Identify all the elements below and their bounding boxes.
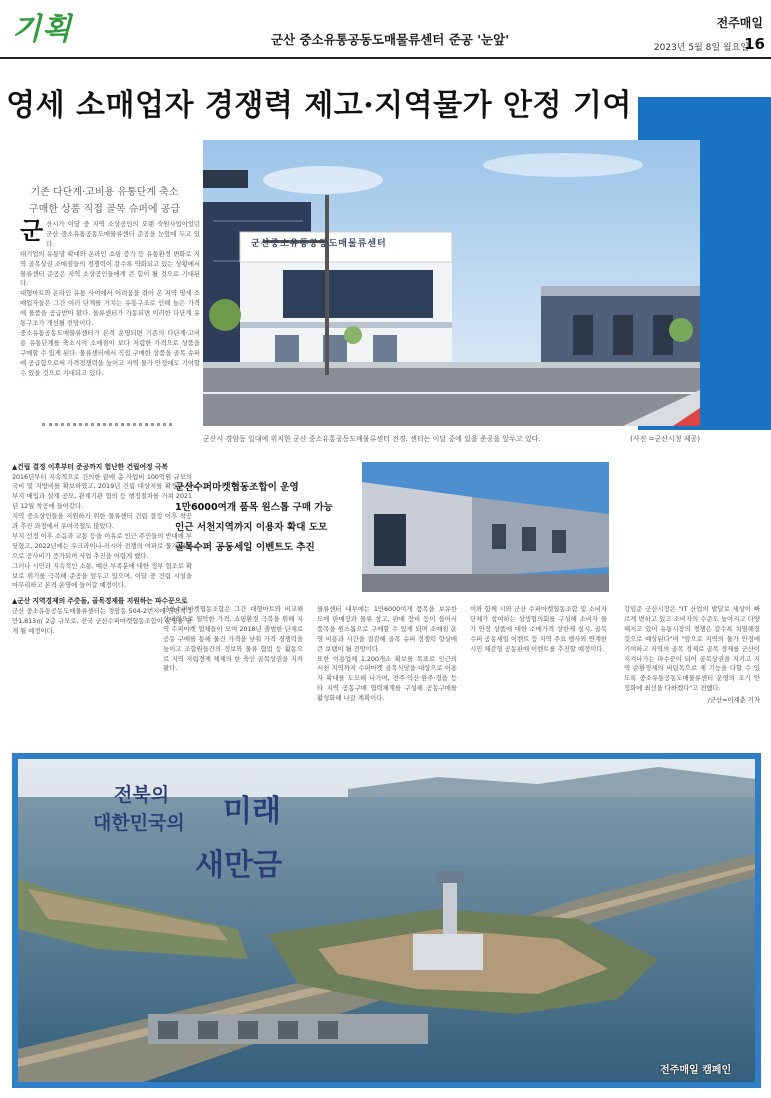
secondary-photo	[362, 462, 609, 592]
sidebar-headline	[175, 478, 355, 558]
body-paragraph: 중소유통공동도매물류센터가 본격 운영되면 기존의 다단계·고비용 유통단계를 축소시켜 소매점이 보다 저렴한 가격으로 상품을 구매할 수 있게 된다. 물류센터에서 직접 구매한 상품을 골목 슈퍼에 공급함으로써 가격경쟁력을 높이고 지역 물가 안정에도 기여할 수 있을 것으로 기대되고 있다.	[20, 328, 200, 377]
body-paragraph: 그러나 시민과 지속적인 소통, 예산 부족분에 대한 정부 협조로 확보로 위기를 극복해 준공을 앞두고 있으며, 이달 중 건립 시설을 마무리하고 본격 운영에 들어갈 예정이다.	[12, 561, 192, 590]
header-rule	[0, 57, 771, 59]
caption-text: 군산시 경암동 일대에 위치한 군산 중소유통공동도매물류센터 전경. 센터는 이달 중에 있을 준공을 앞두고 있다.	[203, 435, 541, 443]
ad-slogan-line2: 대한민국의	[93, 812, 185, 834]
body-paragraph: 대기업의 유통망 확대와 온라인 쇼핑 증가 등 유통환경 변화로 지역 골목상권 소매점들의 경쟁력이 갈수록 약화되고 있는 상황에서 물류센터 준공은 지역 소상공인들에게 큰 힘이 될 것으로 기대된다.	[20, 249, 200, 288]
paper-name: 전주매일	[716, 16, 763, 30]
secondary-photo-illustration	[362, 462, 609, 592]
lead-paragraph	[20, 216, 200, 250]
body-paragraph: 부지 선정 이후 소음과 교통 등을 이유로 인근 주민들의 반대에 부딪혔고, 2022년에는 우크라이나-러시아 전쟁의 여파로 물가 급등으로 공사비가 증가되며 사업 추진을 어렵게 했다.	[12, 531, 192, 560]
article-column-4	[470, 605, 607, 655]
main-photo	[203, 140, 700, 426]
body-paragraph: 군산 중소유통공동도매물류센터는 경암동 504-2번지에 연면적 1만1,813㎡ 2층 규모로, 전국 군산수퍼마켓협동조합이 운영을 맡게 될 예정이다.	[12, 606, 192, 635]
article-column-5	[624, 605, 760, 706]
main-photo-illustration	[203, 140, 700, 426]
article-column-2	[163, 605, 303, 674]
body-paragraph: 지역 중소상인들을 지원하기 위한 물류센터 건립 결정 이후 착공과 추진 과정에서 우여곡절도 많았다.	[12, 512, 192, 531]
article-column-3	[317, 605, 457, 704]
dotted-divider	[42, 423, 172, 426]
sidebar-line: 군산수퍼마켓협동조합이 운영	[175, 482, 299, 493]
section-heading: ▲군산 지역경제의 주춧돌, 골목경제를 지원하는 파수꾼으로	[12, 597, 188, 606]
sidebar-line: 인근 서천지역까지 이용자 확대 도모	[175, 522, 328, 533]
page-number: 16	[744, 35, 765, 53]
ad-slogan-line3: 미래	[223, 794, 281, 829]
ad-signature: 전주매일 캠페인	[660, 1065, 732, 1076]
main-photo-caption	[203, 434, 700, 444]
article-column-1	[12, 463, 192, 745]
section-heading: ▲건립 결정 이후부터 준공까지 험난한 건립여정 극복	[12, 463, 168, 471]
sidebar-line: 골목수퍼 공동세일 이벤트도 추진	[175, 542, 315, 553]
body-paragraph: 대형마트와 온라인 유통 사이에서 어려움을 겪어 온 지역 영세 소매업자들은 그간 여러 단계를 거치는 유통구조로 인해 높은 가격에 물품을 공급받아 왔다. 물류센터가 가동되면 이러한 다단계 유통구조가 개선될 전망이다.	[20, 289, 200, 328]
section-logo: 기획	[12, 12, 72, 47]
sidebar-line: 1만6000여개 품목 원스톱 구매 가능	[175, 502, 333, 513]
lead-paragraph-text: 산시가 이달 중 지역 소상공인의 오랜 숙원사업이었던 군산 중소유통공동도매물류센터 준공을 눈앞에 두고 있다.	[46, 220, 200, 248]
photo-credit: (사진 =군산시청 제공)	[630, 435, 700, 443]
dropcap: 군	[20, 216, 44, 245]
headline: 영세 소매업자 경쟁력 제고·지역물가 안정 기여	[6, 88, 632, 123]
subhead-2: 구매한 상품 직접 골목 슈퍼에 공급	[28, 204, 181, 215]
ad-slogan-line4: 새만금	[195, 848, 282, 883]
header-topic: 군산 중소유통공동도매물류센터 준공 '눈앞'	[270, 32, 510, 47]
issue-date: 2023년 5월 8일 월요일	[653, 43, 749, 53]
body-paragraph: 군산수퍼마켓협동조합은 그간 대형마트와 비교해 상대적으로 열악한 가격, 쇼핑환경 극복을 위해 지역 수퍼마켓 업체들이 모여 2018년 출범한 단체로 공동 구매를 통해 물건 가격을 낮춰 가격 경쟁력을 높이고 조합원들간의 정보와 물류 협업 등 활동으로 지역 자립경제 체제의 한 축인 골목상권을 지켜왔다.	[163, 605, 303, 673]
body-paragraph: 이와 함께 시와 군산 수퍼마켓협동조합 및 소비자단체가 참여하는 상생협의회를 구성해 소비자 물가 안정 상품에 대한 소매가격 상한제 실시, 골목수퍼 공동세일 이벤트 등 지역 주요 행사와 연계한 시민 체감형 공동판매 이벤트를 추진할 예정이다.	[470, 605, 607, 653]
body-paragraph: 강임준 군산시장은 "IT 산업의 발달로 세상이 빠르게 변하고 있고 소비자의 수준도 높아지고 다양해지고 있어 유통시장의 경쟁은 갈수록 치열해질 것으로 예상된다"며 "앞으로 지역의 물가 안정에 기여하고 지역의 골목 경제로 골목 경제를 군산이 지켜나가는 파수꾼이 되어 골목상권을 지키고 지역 순환경제의 버팀목으로 제 기능을 다할 수 있도록 중소유통공동도매물류센터 운영의 조기 안정화에 최선을 다하겠다"고 전했다.	[624, 605, 760, 693]
byline: /군산=이재춘 기자	[707, 696, 760, 705]
body-paragraph: 2016년부터 지속적으로 건의한 끝에 총 사업비 100억원 규모의 국비 및 지방비를 확보하였고, 2019년 건립 대상지를 확정한 후 부지 매입과 설계 공모, 관계기관 협의 등 행정절차를 거쳐 2021년 12월 착공에 들어갔다.	[12, 472, 192, 511]
subhead-1: 기존 다단계·고비용 유통단계 축소	[30, 187, 179, 198]
body-paragraph: 또한 이용업체 1,200개소 확보를 목표로 인근의 서천 지역까지 수퍼마켓 골목식당을 대상으로 이용자 확대를 도모해 나가며, 전주·익산·완주·정읍 등 타 지역 공동구매 협력체계를 구성해 공동구매를 활성화해 나갈 계획이다.	[317, 654, 457, 703]
ad-slogan-line1: 전북의	[114, 784, 170, 806]
lead-column	[20, 216, 200, 379]
building-sign: 군산중소유통공동도매물류센터	[251, 239, 387, 249]
body-paragraph: 물류센터 내부에는 1만6000여개 품목을 보유한 도매 판매장과 물류 창고, 판매 장비 등이 들어서 품목을 원스톱으로 구매할 수 있게 되며 소매점 운영 비용과 시간을 절감해 골목 슈퍼 경쟁력 향상에 큰 보탬이 될 전망이다.	[317, 605, 457, 653]
